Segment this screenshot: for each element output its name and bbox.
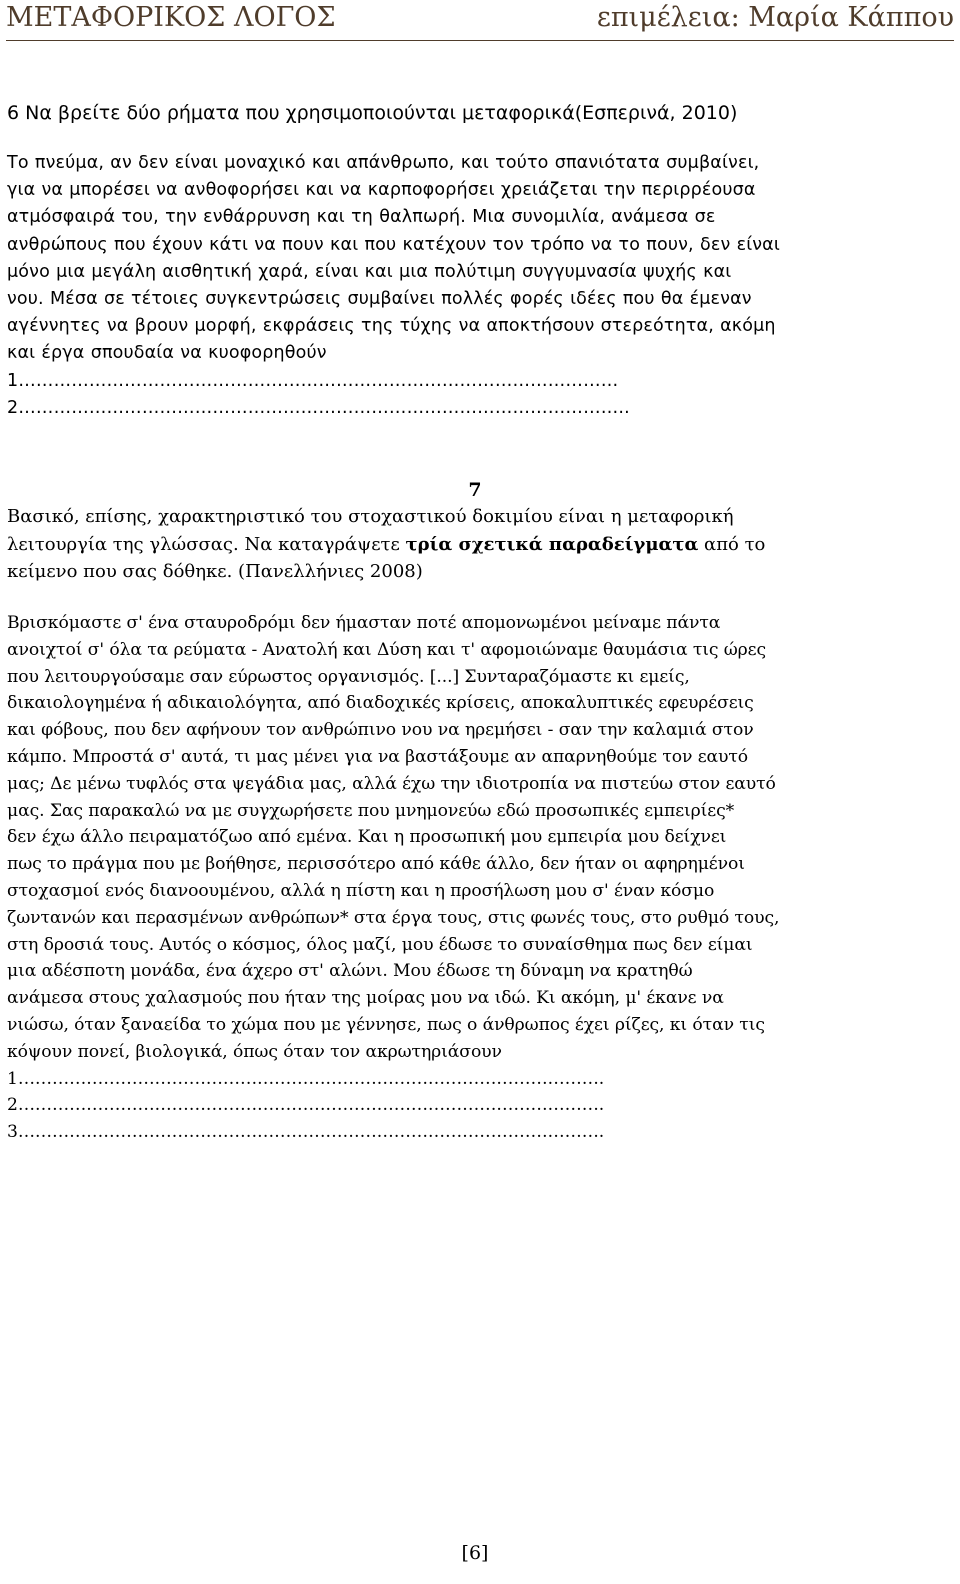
passage-line: δικαιολογημένα ή αδικαιολόγητα, από διαδοχικές κρίσεις, αποκαλυπτικές εφευρέσεις [7,693,754,714]
exercise-6-title: 6 Να βρείτε δύο ρήματα που χρησιμοποιούνται μεταφορικά(Εσπερινά, 2010) [7,102,738,124]
passage-line: κάμπο. Μπροστά σ' αυτά, τι μας μένει για να βαστάξουμε αν απαρνηθούμε τον εαυτό [7,746,749,767]
passage-line: μας. Σας παρακαλώ να με συγχωρήσετε που μνημονεύω εδώ προσωπικές εμπειρίες* [7,800,735,821]
passage-line: πως το πράγμα που με βοήθησε, περισσότερο από κάθε άλλο, δεν ήταν οι αφηρημένοι [7,854,745,875]
passage-line: κόψουν πονεί, βιολογικά, όπως όταν τον ακρωτηριάσουν [7,1041,502,1062]
passage-line: δεν έχω άλλο πειραματόζωο από εμένα. Και η προσωπική μου εμπειρία μου δείχνει [7,827,727,848]
answer-line-2[interactable]: 2…………………………………………………………………………………………. [7,1095,605,1116]
header-divider [6,40,954,41]
instruction-line: κείμενο που σας δόθηκε. (Πανελλήνιες 2008) [7,561,423,582]
passage-line: ανοιχτοί σ' όλα τα ρεύματα - Ανατολή και Δύση και τ' αφομοιώναμε θαυμάσια τις ώρες [7,639,767,660]
passage-line: Βρισκόμαστε σ' ένα σταυροδρόμι δεν ήμασταν ποτέ απομονωμένοι μείναμε πάντα [7,613,721,633]
passage-line: μας; Δε μένω τυφλός στα ψεγάδια μας, αλλά έχω την ιδιοτροπία να πιστεύω στον εαυτό [7,773,776,794]
passage-line: στη δροσιά τους. Αυτός ο κόσμος, όλος μαζί, μου έδωσε το συναίσθημα πως δεν είμαι [7,934,753,955]
header-title: ΜΕΤΑΦΟΡΙΚΟΣ ΛΟΓΟΣ [6,2,336,33]
exercise-7-passage [7,610,947,1146]
passage-line: μια αδέσποτη μονάδα, ένα άχερο στ' αλώνι. Μου έδωσε τη δύναμη να κρατηθώ [7,961,693,982]
passage-line: αγέννητες να βρουν μορφή, εκφράσεις της τύχης να αποκτήσουν στερεότητα, ακόμη [7,316,776,337]
passage-line: στοχασμοί ενός διανοουμένου, αλλά η πίστη και η προσήλωση μου σ' έναν κόσμο [7,880,715,901]
answer-line-1[interactable]: 1………………………………………………………………………………………… [7,370,619,391]
passage-line: ανθρώπους που έχουν κάτι να πουν και που κατέχουν τον τρόπο να το πουν, δεν είναι [7,234,780,255]
passage-line: μόνο μια μεγάλη αισθητική χαρά, είναι και μια πολύτιμη συγγυμνασία ψυχής και [7,261,732,282]
instruction-line [7,531,947,559]
instruction-line: Βασικό, επίσης, χαρακτηριστικό του στοχαστικού δοκιμίου είναι η μεταφορική [7,506,734,527]
answer-line-2[interactable]: 2………………………………………………………………………………………….. [7,397,630,418]
answer-line-3[interactable]: 3…………………………………………………………………………………………. [7,1122,605,1143]
passage-line: για να μπορέσει να ανθοφορήσει και να καρποφορήσει χρειάζεται την περιρρέουσα [7,180,756,201]
passage-line: ατμόσφαιρά του, την ενθάρρυνση και τη θαλπωρή. Μια συνομιλία, ανάμεσα σε [7,207,716,228]
exercise-6-passage [7,150,942,422]
passage-line: και φόβους, που δεν αφήνουν τον ανθρώπινο νου να ηρεμήσει - σαν την καλαμιά στον [7,720,754,741]
exercise-7-instruction [7,503,947,586]
header-editor: επιμέλεια: Μαρία Κάππου [596,2,954,33]
page-number: [6] [461,1542,489,1564]
answer-line-1[interactable]: 1…………………………………………………………………………………………. [7,1068,605,1089]
page-header [6,0,954,40]
passage-line: νου. Μέσα σε τέτοιες συγκεντρώσεις συμβαίνει πολλές φορές ιδέες που θα έμεναν [7,289,752,310]
passage-line: και έργα σπουδαία να κυοφορηθούν [7,343,327,364]
passage-line: νιώσω, όταν ξαναείδα το χώμα που με γέννησε, πως ο άνθρωπος έχει ρίζες, κι όταν τις [7,1014,765,1035]
instruction-text: λειτουργία της γλώσσας. Να καταγράψετε [7,533,406,555]
instruction-text: από το [698,533,766,555]
passage-line: ζωντανών και περασμένων ανθρώπων* στα έργα τους, στις φωνές τους, στο ρυθμό τους, [7,907,780,928]
passage-line: ανάμεσα στους χαλασμούς που ήταν της μοίρας μου να ιδώ. Κι ακόμη, μ' έκανε να [7,988,724,1009]
instruction-emphasis: τρία σχετικά παραδείγματα [405,533,699,555]
passage-line: που λειτουργούσαμε σαν εύρωστος οργανισμός. [...] Συνταραζόμαστε κι εμείς, [7,666,690,687]
exercise-7-number: 7 [468,479,482,501]
passage-line: Το πνεύμα, αν δεν είναι μοναχικό και απάνθρωπο, και τούτο σπανιότατα συμβαίνει, [7,153,760,173]
